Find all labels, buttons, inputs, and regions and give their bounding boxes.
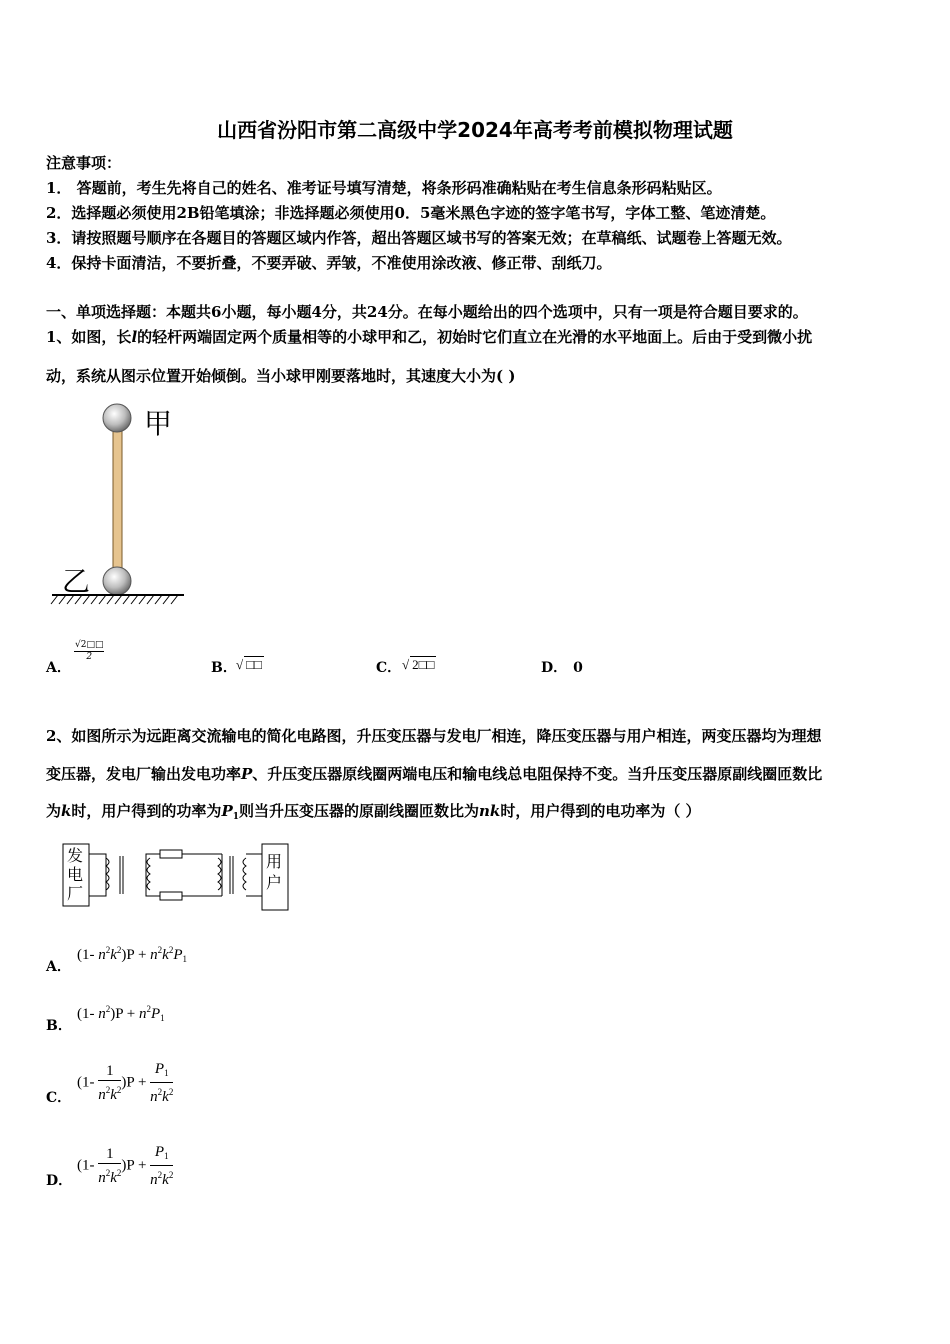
q2-option-a — [77, 945, 187, 964]
plant-label-1: 发 — [67, 846, 84, 865]
q2-text-d: 时，用户得到的功率为 — [71, 802, 222, 820]
q2-option-c-label: C． — [46, 1090, 72, 1106]
q2-d-n: n — [98, 1170, 106, 1186]
q2-d-p1: P — [154, 1144, 165, 1160]
q2-c-k2: k — [162, 1089, 169, 1105]
q2-b-p1-sub: 1 — [160, 1013, 165, 1023]
line-resistor-bottom — [160, 892, 182, 900]
q2-d-frac1-num: 1 — [98, 1145, 121, 1164]
q2-d-k2-exp: 2 — [168, 1170, 174, 1180]
q2-var-nk: nk — [479, 802, 501, 820]
q2-c-k: k — [110, 1087, 117, 1103]
q2-b-n2-exp: 2 — [146, 1004, 151, 1014]
step-down-primary-coil — [218, 858, 221, 890]
q2-d-n-exp: 2 — [105, 1168, 111, 1178]
q2-d-fraction-2 — [150, 1143, 173, 1189]
q2-d-n2: n — [150, 1172, 158, 1188]
q2-d-k-exp: 2 — [116, 1168, 122, 1178]
q1-option-b-label: B． — [211, 660, 237, 676]
page-title: 山西省汾阳市第二高级中学2024年高考考前模拟物理试题 — [217, 118, 733, 142]
q2-d-fraction-1 — [98, 1145, 121, 1187]
notice-item: 2．选择题必须使用2B铅笔填涂；非选择题必须使用0．5毫米黑色字迹的签字笔书写，字体工整、笔迹清楚。 — [46, 204, 776, 222]
label-jia: 甲 — [144, 407, 173, 440]
q1-option-d — [541, 657, 583, 677]
q2-text-e: 则当升压变压器的原副线圈匝数比为 — [238, 802, 479, 820]
q2-d-p1-sub: 1 — [164, 1151, 169, 1161]
q2-var-k: k — [61, 802, 72, 820]
q2-c-n: n — [98, 1087, 106, 1103]
user-label-1: 用 — [266, 852, 283, 871]
q2-d-frac2-num — [150, 1143, 173, 1166]
q2-b-n: n — [98, 1006, 106, 1022]
q2-b-p1: P — [151, 1006, 161, 1022]
plant-label-3: 厂 — [67, 884, 84, 903]
q2-b-open: (1- — [77, 1006, 95, 1022]
q1-option-d-value: 0 — [573, 660, 583, 676]
q2-d-frac1-den — [98, 1164, 121, 1187]
q2-d-n2-exp: 2 — [157, 1170, 163, 1180]
q2-c-fraction-1 — [98, 1062, 121, 1104]
q2-a-n2: n — [150, 947, 158, 963]
q2-a-n: n — [98, 947, 106, 963]
q2-d-plus: + — [137, 1157, 147, 1174]
q2-b-n-exp: 2 — [105, 1004, 111, 1014]
q2-c-p1: P — [154, 1061, 165, 1077]
q1-option-a — [74, 640, 104, 663]
q2-c-fraction-2 — [150, 1060, 173, 1106]
q2-text-a: 变压器，发电厂输出发电功率 — [46, 765, 242, 783]
step-up-secondary-coil — [147, 858, 150, 890]
q2-text-c: 为 — [46, 802, 62, 820]
q2-c-frac2-num — [150, 1060, 173, 1083]
q2-option-b-label: B． — [46, 1018, 72, 1034]
notice-item: 3．请按照题号顺序在各题目的答题区域内作答，超出答题区域书写的答案无效；在草稿纸、试题卷上答题无效。 — [46, 229, 792, 247]
q1-option-a-den: 2 — [86, 652, 93, 662]
q1-option-c: √ 2□□ — [402, 657, 435, 672]
q2-d-frac2-den — [150, 1166, 173, 1189]
ball-bottom — [103, 567, 131, 595]
q2-c-open: (1- — [77, 1074, 95, 1091]
q1-option-c-label: C． — [376, 660, 402, 676]
q2-c-n2-exp: 2 — [157, 1087, 163, 1097]
q2-a-k2-exp: 2 — [168, 945, 174, 955]
section-heading: 一、单项选择题：本题共6小题，每小题4分，共24分。在每小题给出的四个选项中，只有一项是符合题目要求的。 — [46, 303, 808, 321]
q2-d-k2: k — [162, 1172, 169, 1188]
line-resistor-top — [160, 850, 182, 858]
q2-option-c — [77, 1060, 173, 1106]
q2-a-open: (1- — [77, 947, 95, 963]
q2-a-n2-exp: 2 — [157, 945, 163, 955]
q1-text-a: 1、如图，长 — [46, 328, 132, 346]
q2-text-f: 时，用户得到的电功率为（ ） — [500, 802, 701, 820]
q2-c-n-exp: 2 — [105, 1085, 111, 1095]
q1-option-d-label: D． — [541, 660, 568, 676]
rod — [113, 420, 122, 578]
q2-b-plus: + — [126, 1006, 136, 1022]
label-yi: 乙 — [62, 565, 91, 598]
q2-var-p1: P — [221, 802, 233, 820]
q2-circuit-figure — [60, 842, 292, 912]
q2-option-d-label: D． — [46, 1173, 73, 1189]
q1-var-l: l — [131, 328, 138, 346]
q2-option-d — [77, 1143, 173, 1189]
plant-label-2: 电 — [67, 865, 84, 884]
user-label-2: 户 — [266, 873, 283, 892]
q2-d-open: (1- — [77, 1157, 95, 1174]
q2-c-k2-exp: 2 — [168, 1087, 174, 1097]
notice-item: 4．保持卡面清洁，不要折叠，不要弄破、弄皱，不准使用涂改液、修正带、刮纸刀。 — [46, 254, 612, 272]
q2-d-k: k — [110, 1170, 117, 1186]
question-2-text-line3 — [46, 800, 701, 822]
q1-option-b-radicand: □□ — [246, 657, 262, 672]
q2-c-frac2-den — [150, 1083, 173, 1106]
q1-option-c-radicand: 2□□ — [412, 657, 435, 672]
notice-heading: 注意事项： — [46, 154, 122, 172]
q2-c-frac1-den — [98, 1081, 121, 1104]
q2-text-b: 、升压变压器原线圈两端电压和输电线总电阻保持不变。当升压变压器原副线圈匝数比 — [252, 765, 823, 783]
ball-top — [103, 404, 131, 432]
q2-option-b — [77, 1004, 165, 1023]
q2-a-p1: P — [173, 947, 183, 963]
q2-b-n2: n — [139, 1006, 147, 1022]
q2-c-n2: n — [150, 1089, 158, 1105]
q2-a-close: )P — [121, 947, 135, 963]
question-1-text — [46, 326, 812, 347]
q2-c-k-exp: 2 — [116, 1085, 122, 1095]
q1-option-b: √ □□ — [236, 657, 262, 672]
q2-option-a-label: A． — [46, 959, 71, 975]
q2-var-p1-sub: 1 — [232, 812, 239, 822]
q1-option-a-label: A． — [46, 660, 71, 676]
question-1-text-line2: 动，系统从图示位置开始倾倒。当小球甲刚要落地时，其速度大小为( ) — [46, 367, 516, 385]
q2-var-p: P — [241, 765, 253, 783]
q1-rod-figure — [48, 398, 188, 608]
q2-a-k-exp: 2 — [116, 945, 122, 955]
q1-text-b: 的轻杆两端固定两个质量相等的小球甲和乙，初始时它们直立在光滑的水平地面上。后由于受到微小扰 — [137, 328, 813, 346]
question-2-text-line2 — [46, 763, 822, 784]
q2-c-plus: + — [137, 1074, 147, 1091]
q2-a-p1-sub: 1 — [182, 954, 188, 964]
q2-c-close: )P — [121, 1074, 135, 1091]
question-2-text: 2、如图所示为远距离交流输电的简化电路图，升压变压器与发电厂相连，降压变压器与用户相连，两变压器均为理想 — [46, 727, 822, 745]
step-down-secondary-coil — [243, 858, 246, 890]
q2-a-k2: k — [162, 947, 169, 963]
q2-c-p1-sub: 1 — [164, 1068, 169, 1078]
notice-item: 1． 答题前，考生先将自己的姓名、准考证号填写清楚，将条形码准确粘贴在考生信息条形码粘贴区。 — [46, 179, 722, 197]
q2-a-n-exp: 2 — [105, 945, 111, 955]
q2-a-plus: + — [137, 947, 147, 963]
q2-b-close: )P — [110, 1006, 124, 1022]
q2-a-k: k — [110, 947, 117, 963]
q1-option-a-num: √2□□ — [75, 640, 104, 650]
q2-c-frac1-num: 1 — [98, 1062, 121, 1081]
q2-d-close: )P — [121, 1157, 135, 1174]
